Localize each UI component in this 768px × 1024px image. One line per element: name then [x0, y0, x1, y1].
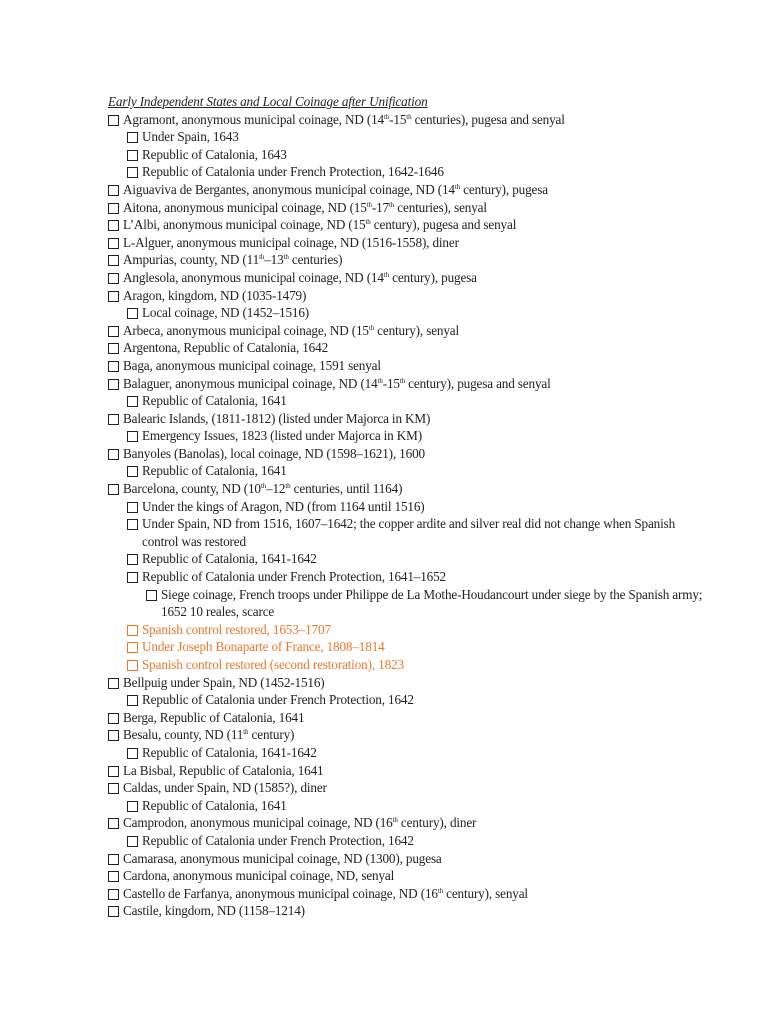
empty-checkbox-icon[interactable]: [127, 502, 138, 513]
checklist-item: [108, 111, 708, 129]
checklist-item-text: [123, 867, 708, 885]
checklist-item-text: [142, 832, 708, 850]
ordinal-suffix: th: [377, 376, 383, 385]
checklist-item: [108, 427, 708, 445]
checklist-item: [108, 181, 708, 199]
empty-checkbox-icon[interactable]: [108, 713, 119, 724]
checklist-item: [108, 762, 708, 780]
text-segment: La Bisbal, Republic of Catalonia, 1641: [123, 762, 324, 778]
ordinal-suffix: th: [454, 182, 461, 191]
empty-checkbox-icon[interactable]: [127, 132, 138, 143]
checklist-item-text: [123, 234, 708, 252]
ordinal-suffix: th: [399, 376, 406, 385]
checklist-item-text: [123, 814, 708, 832]
checklist-item-text: [123, 269, 708, 287]
empty-checkbox-icon[interactable]: [108, 766, 119, 777]
ordinal-suffix: th: [365, 218, 371, 227]
text-segment: Camprodon, anonymous municipal coinage, ND (16: [123, 815, 393, 831]
text-segment: century), pugesa: [388, 269, 477, 285]
text-segment: century): [248, 727, 295, 743]
checklist-item-text: [142, 515, 708, 550]
text-segment: Aiguaviva de Bergantes, anonymous municipal coinage, ND (14: [123, 181, 455, 197]
checklist-item: [108, 269, 708, 287]
text-segment: century), diner: [397, 815, 477, 831]
checklist-item: [108, 410, 708, 428]
empty-checkbox-icon[interactable]: [108, 854, 119, 865]
checklist-item: [108, 392, 708, 410]
text-segment: Berga, Republic of Catalonia, 1641: [123, 709, 305, 725]
checklist-item: [108, 234, 708, 252]
ordinal-suffix: th: [383, 112, 390, 121]
empty-checkbox-icon[interactable]: [127, 150, 138, 161]
checklist-item: [108, 251, 708, 269]
empty-checkbox-icon[interactable]: [127, 801, 138, 812]
document-title: Early Independent States and Local Coinage after Unification: [108, 94, 428, 109]
text-segment: -17: [371, 199, 389, 215]
empty-checkbox-icon[interactable]: [108, 449, 119, 460]
empty-checkbox-icon[interactable]: [146, 590, 157, 601]
empty-checkbox-icon[interactable]: [108, 255, 119, 266]
checklist-item: [108, 515, 708, 550]
checklist-item-text: [123, 709, 708, 727]
empty-checkbox-icon[interactable]: [127, 695, 138, 706]
checklist-item: [108, 199, 708, 217]
checklist-item: [108, 586, 708, 621]
checklist-item-text: [142, 304, 708, 322]
ordinal-suffix: th: [406, 112, 412, 121]
text-segment: Baga, anonymous municipal coinage, 1591 senyal: [123, 357, 381, 373]
ordinal-suffix: th: [243, 728, 249, 737]
checklist-item-text: [142, 550, 708, 568]
empty-checkbox-icon[interactable]: [108, 220, 119, 231]
checklist-item-text: [123, 726, 708, 744]
empty-checkbox-icon[interactable]: [127, 642, 138, 653]
text-segment: Republic of Catalonia, 1641: [142, 393, 287, 409]
checklist-item-text: [123, 674, 708, 692]
checklist-item-text: [142, 568, 708, 586]
empty-checkbox-icon[interactable]: [127, 625, 138, 636]
empty-checkbox-icon[interactable]: [127, 836, 138, 847]
text-segment: Camarasa, anonymous municipal coinage, ND (1300), pugesa: [123, 850, 442, 866]
text-segment: Banyoles (Banolas), local coinage, ND (1598–1621), 1600: [123, 445, 425, 461]
text-segment: Arbeca, anonymous municipal coinage, ND (15: [123, 322, 369, 338]
empty-checkbox-icon[interactable]: [108, 871, 119, 882]
checklist-item-text: [123, 339, 708, 357]
text-segment: Balearic Islands, (1811-1812) (listed under Majorca in KM): [123, 410, 431, 426]
checklist-item-text: [142, 638, 708, 656]
checklist-item: [108, 797, 708, 815]
empty-checkbox-icon[interactable]: [108, 185, 119, 196]
text-segment: century), senyal: [442, 885, 528, 901]
text-segment: centuries): [288, 252, 343, 268]
empty-checkbox-icon[interactable]: [127, 466, 138, 477]
checklist-item: [108, 163, 708, 181]
empty-checkbox-icon[interactable]: [108, 291, 119, 302]
text-segment: Anglesola, anonymous municipal coinage, ND (14: [123, 269, 384, 285]
empty-checkbox-icon[interactable]: [127, 167, 138, 178]
text-segment: Republic of Catalonia, 1641-1642: [142, 744, 317, 760]
text-segment: Republic of Catalonia, 1643: [142, 146, 287, 162]
ordinal-suffix: th: [366, 200, 372, 209]
checklist-item-text: [123, 850, 708, 868]
checklist-item-text: [142, 163, 708, 181]
checklist-item: [108, 656, 708, 674]
text-segment: Republic of Catalonia under French Protection, 1641–1652: [142, 569, 447, 585]
checklist-item: [108, 128, 708, 146]
text-segment: century), pugesa and senyal: [370, 217, 517, 233]
checklist-item: [108, 287, 708, 305]
checklist-item-text: [142, 462, 708, 480]
empty-checkbox-icon[interactable]: [108, 343, 119, 354]
empty-checkbox-icon[interactable]: [127, 660, 138, 671]
checklist-item-text: [161, 586, 708, 621]
empty-checkbox-icon[interactable]: [108, 889, 119, 900]
checklist-item-text: [142, 656, 708, 674]
text-segment: Cardona, anonymous municipal coinage, ND, senyal: [123, 868, 395, 884]
checklist-item: [108, 304, 708, 322]
text-segment: centuries), pugesa and senyal: [411, 111, 565, 127]
checklist-item: [108, 568, 708, 586]
checklist-item-text: [142, 498, 708, 516]
text-segment: centuries), senyal: [394, 199, 487, 215]
checklist-item-text: [123, 199, 708, 217]
text-segment: Republic of Catalonia, 1641: [142, 463, 287, 479]
checklist-item-text: [123, 251, 708, 269]
text-segment: Caldas, under Spain, ND (1585?), diner: [123, 780, 327, 796]
checklist-item: [108, 867, 708, 885]
checklist-item-text: [123, 216, 708, 234]
text-segment: Castile, kingdom, ND (1158–1214): [123, 903, 305, 919]
checklist-item-text: [123, 111, 708, 129]
ordinal-suffix: th: [383, 270, 389, 279]
checklist-item: [108, 709, 708, 727]
text-segment: L-Alguer, anonymous municipal coinage, ND (1516-1558), diner: [123, 234, 459, 250]
text-segment: Siege coinage, French troops under Philippe de La Mothe-Houdancourt under siege by the Spanish army; 1652 10 reales, scarce: [161, 586, 703, 620]
checklist-item: [108, 375, 708, 393]
checklist-item: [108, 814, 708, 832]
empty-checkbox-icon[interactable]: [127, 431, 138, 442]
empty-checkbox-icon[interactable]: [108, 115, 119, 126]
checklist-item: [108, 674, 708, 692]
checklist-item-text: [123, 375, 708, 393]
checklist-item-text: [123, 762, 708, 780]
checklist-item-text: [123, 410, 708, 428]
empty-checkbox-icon[interactable]: [127, 748, 138, 759]
text-segment: Republic of Catalonia under French Protection, 1642: [142, 692, 414, 708]
checklist: [108, 111, 708, 920]
text-segment: Aragon, kingdom, ND (1035-1479): [123, 287, 307, 303]
ordinal-suffix: th: [389, 200, 395, 209]
text-segment: Castello de Farfanya, anonymous municipal coinage, ND (16: [123, 885, 438, 901]
checklist-item-text: [123, 885, 708, 903]
checklist-item-text: [142, 427, 708, 445]
text-segment: Argentona, Republic of Catalonia, 1642: [123, 340, 329, 356]
empty-checkbox-icon[interactable]: [127, 519, 138, 530]
text-segment: Republic of Catalonia, 1641: [142, 797, 287, 813]
text-segment: –12: [266, 481, 286, 497]
text-segment: Under the kings of Aragon, ND (from 1164 until 1516): [142, 498, 425, 514]
empty-checkbox-icon[interactable]: [108, 783, 119, 794]
text-segment: Barcelona, county, ND (10: [123, 481, 261, 497]
text-segment: Republic of Catalonia under French Protection, 1642-1646: [142, 164, 444, 180]
checklist-item-text: [142, 621, 708, 639]
checklist-item: [108, 322, 708, 340]
checklist-item-text: [142, 744, 708, 762]
text-segment: Bellpuig under Spain, ND (1452-1516): [123, 674, 325, 690]
empty-checkbox-icon[interactable]: [127, 572, 138, 583]
text-segment: –13: [264, 252, 284, 268]
text-segment: Aitona, anonymous municipal coinage, ND (15: [123, 199, 367, 215]
ordinal-suffix: th: [392, 816, 398, 825]
checklist-item-text: [142, 146, 708, 164]
text-segment: Agramont, anonymous municipal coinage, ND (14: [123, 111, 384, 127]
text-segment: Local coinage, ND (1452–1516): [142, 305, 310, 321]
checklist-item: [108, 550, 708, 568]
empty-checkbox-icon[interactable]: [127, 308, 138, 319]
empty-checkbox-icon[interactable]: [127, 396, 138, 407]
checklist-item: [108, 744, 708, 762]
checklist-item-text: [123, 480, 708, 498]
empty-checkbox-icon[interactable]: [108, 484, 119, 495]
checklist-item: [108, 498, 708, 516]
checklist-item-text: [123, 779, 708, 797]
ordinal-suffix: th: [260, 482, 267, 491]
checklist-item: [108, 146, 708, 164]
ordinal-suffix: th: [259, 253, 265, 262]
empty-checkbox-icon[interactable]: [127, 554, 138, 565]
ordinal-suffix: th: [283, 253, 289, 262]
text-segment: century), senyal: [374, 322, 459, 338]
text-segment: century), pugesa and senyal: [405, 375, 551, 391]
checklist-item: [108, 691, 708, 709]
text-segment: Republic of Catalonia, 1641-1642: [142, 551, 317, 567]
checklist-item-text: [142, 797, 708, 815]
text-segment: century), pugesa: [460, 181, 548, 197]
ordinal-suffix: th: [285, 482, 291, 491]
text-segment: Spanish control restored (second restoration), 1823: [142, 657, 404, 672]
empty-checkbox-icon[interactable]: [108, 326, 119, 337]
text-segment: centuries, until 1164): [290, 481, 403, 497]
text-segment: Balaguer, anonymous municipal coinage, ND (14: [123, 375, 378, 391]
ordinal-suffix: th: [368, 323, 375, 332]
checklist-item-text: [142, 392, 708, 410]
empty-checkbox-icon[interactable]: [108, 906, 119, 917]
checklist-item: [108, 779, 708, 797]
checklist-document: [108, 93, 708, 920]
empty-checkbox-icon[interactable]: [108, 273, 119, 284]
empty-checkbox-icon[interactable]: [108, 379, 119, 390]
checklist-item-text: [142, 128, 708, 146]
checklist-item: [108, 480, 708, 498]
text-segment: Besalu, county, ND (11: [123, 727, 244, 743]
checklist-item-text: [123, 902, 708, 920]
checklist-item-text: [123, 181, 708, 199]
empty-checkbox-icon[interactable]: [108, 203, 119, 214]
empty-checkbox-icon[interactable]: [108, 238, 119, 249]
checklist-item: [108, 216, 708, 234]
text-segment: -15: [382, 375, 400, 391]
checklist-item: [108, 850, 708, 868]
empty-checkbox-icon[interactable]: [108, 361, 119, 372]
checklist-item: [108, 621, 708, 639]
empty-checkbox-icon[interactable]: [108, 818, 119, 829]
text-segment: Emergency Issues, 1823 (listed under Majorca in KM): [142, 428, 422, 444]
checklist-item: [108, 885, 708, 903]
checklist-item-text: [142, 691, 708, 709]
checklist-item: [108, 726, 708, 744]
checklist-item: [108, 357, 708, 375]
text-segment: Under Spain, 1643: [142, 129, 239, 145]
empty-checkbox-icon[interactable]: [108, 678, 119, 689]
checklist-item: [108, 902, 708, 920]
checklist-item-text: [123, 445, 708, 463]
checklist-item-text: [123, 357, 708, 375]
checklist-item: [108, 445, 708, 463]
checklist-item: [108, 832, 708, 850]
text-segment: Under Joseph Bonaparte of France, 1808–1814: [142, 639, 385, 655]
checklist-item-text: [123, 322, 708, 340]
text-segment: Spanish control restored, 1653–1707: [142, 621, 331, 637]
text-segment: Under Spain, ND from 1516, 1607–1642; the copper ardite and silver real did not change when Spanish control was restored: [142, 516, 676, 549]
checklist-item-text: [123, 287, 708, 305]
empty-checkbox-icon[interactable]: [108, 730, 119, 741]
checklist-item: [108, 638, 708, 656]
text-segment: Republic of Catalonia under French Protection, 1642: [142, 832, 414, 848]
text-segment: -15: [389, 111, 407, 127]
text-segment: L’Albi, anonymous municipal coinage, ND (15: [123, 217, 366, 233]
checklist-item: [108, 339, 708, 357]
checklist-item: [108, 462, 708, 480]
empty-checkbox-icon[interactable]: [108, 414, 119, 425]
text-segment: Ampurias, county, ND (11: [123, 252, 260, 268]
ordinal-suffix: th: [437, 886, 443, 895]
